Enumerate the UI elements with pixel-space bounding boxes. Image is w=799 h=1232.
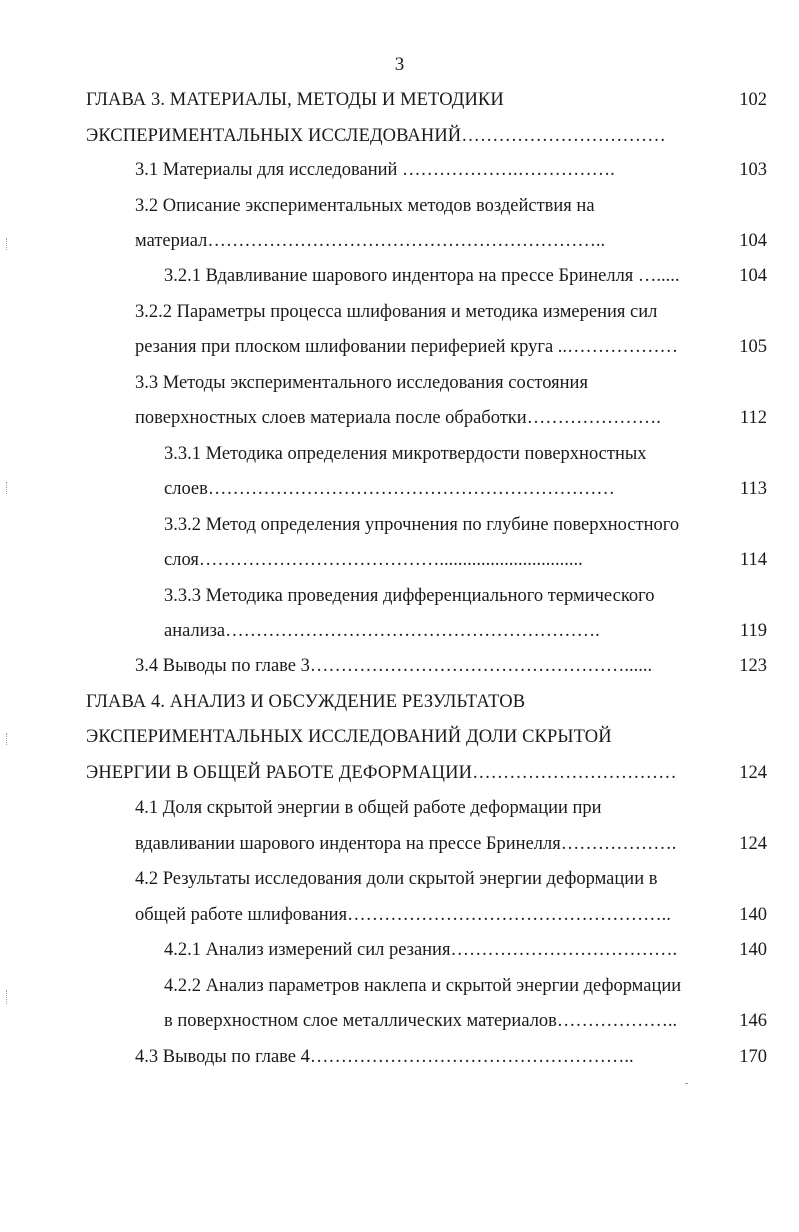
toc-entry-page: 113 (739, 479, 767, 499)
toc-entry-title: ГЛАВА 4. АНАЛИЗ И ОБСУЖДЕНИЕ РЕЗУЛЬТАТОВ (86, 692, 526, 712)
toc-entry-title-cont: резания при плоском шлифовании периферией круга ..……………… (135, 337, 679, 357)
toc-entry-title: 3.2 Описание экспериментальных методов воздействия на (135, 196, 595, 216)
toc-entry-page: 105 (739, 337, 767, 357)
toc-entry-title-cont: материал……………………………………………………….. (135, 231, 606, 251)
toc-entry-page: 104 (739, 231, 767, 251)
toc-entry-title: 3.2.2 Параметры процесса шлифования и методика измерения сил (135, 302, 658, 322)
toc-entry-page: 124 (739, 834, 767, 854)
scan-artifact (6, 990, 10, 1004)
toc-entry-title-cont: поверхностных слоев материала после обработки…………………. (135, 408, 661, 428)
toc-entry-page: 103 (739, 160, 767, 180)
toc-entry-title: 4.2.1 Анализ измерений сил резания………………………………. (164, 940, 678, 960)
toc-entry-title-cont: в поверхностном слое металлических материалов……………….. (164, 1011, 678, 1031)
toc-entry-title-cont: ЭКСПЕРИМЕНТАЛЬНЫХ ИССЛЕДОВАНИЙ ДОЛИ СКРЫТОЙ (86, 727, 612, 747)
toc-entry-title: 4.2 Результаты исследования доли скрытой энергии деформации в (135, 869, 658, 889)
scan-artifact (6, 482, 10, 494)
toc-entry-title-cont: анализа……………………………………………………. (164, 621, 600, 641)
toc-entry-page: 123 (739, 656, 767, 676)
toc-entry-page: 146 (739, 1011, 767, 1031)
toc-entry-page: 140 (739, 940, 767, 960)
toc-entry-title: 3.3.2 Метод определения упрочнения по глубине поверхностного (164, 515, 680, 535)
toc-entry-page: 104 (739, 266, 767, 286)
toc-entry-page: 170 (739, 1047, 767, 1067)
toc-entry-title: 3.4 Выводы по главе 3……………………………………………...... (135, 656, 653, 676)
toc-entry-title-cont: слоев………………………………………………………… (164, 479, 615, 499)
toc-entry-page: 112 (739, 408, 767, 428)
toc-entry-title: 3.1 Материалы для исследований ……………….……………. (135, 160, 615, 180)
page-number: 3 (394, 54, 405, 75)
scan-artifact (6, 733, 10, 745)
toc-entry-title: 4.2.2 Анализ параметров наклепа и скрытой энергии деформации (164, 976, 682, 996)
toc-entry-page: 140 (739, 905, 767, 925)
toc-entry-page: 102 (739, 90, 767, 110)
toc-entry-title-cont: слоя…………………………………............................... (164, 550, 583, 570)
toc-entry-page: 119 (739, 621, 767, 641)
toc-entry-title: 3.3.3 Методика проведения дифференциального термического (164, 586, 655, 606)
toc-entry-title: 3.2.1 Вдавливание шарового индентора на прессе Бринелля …..... (164, 266, 680, 286)
toc-entry-page: 124 (739, 763, 767, 783)
toc-entry-title-cont: ЭНЕРГИИ В ОБЩЕЙ РАБОТЕ ДЕФОРМАЦИИ…………………………… (86, 763, 677, 783)
toc-entry-title: ГЛАВА 3. МАТЕРИАЛЫ, МЕТОДЫ И МЕТОДИКИ (86, 90, 504, 110)
scan-artifact (6, 238, 10, 250)
toc-entry-title-cont: общей работе шлифования…………………………………………….. (135, 905, 671, 925)
toc-entry-page: 114 (739, 550, 767, 570)
toc-entry-title-cont: ЭКСПЕРИМЕНТАЛЬНЫХ ИССЛЕДОВАНИЙ…………………………… (86, 126, 666, 146)
toc-entry-title: 3.3.1 Методика определения микротвердости поверхностных (164, 444, 647, 464)
toc-entry-title: 4.1 Доля скрытой энергии в общей работе деформации при (135, 798, 602, 818)
toc-entry-title: 3.3 Методы экспериментального исследования состояния (135, 373, 588, 393)
toc-entry-title-cont: вдавливании шарового индентора на прессе Бринелля………………. (135, 834, 677, 854)
scan-artifact (685, 1083, 688, 1084)
toc-entry-title: 4.3 Выводы по главе 4…………………………………………….. (135, 1047, 634, 1067)
